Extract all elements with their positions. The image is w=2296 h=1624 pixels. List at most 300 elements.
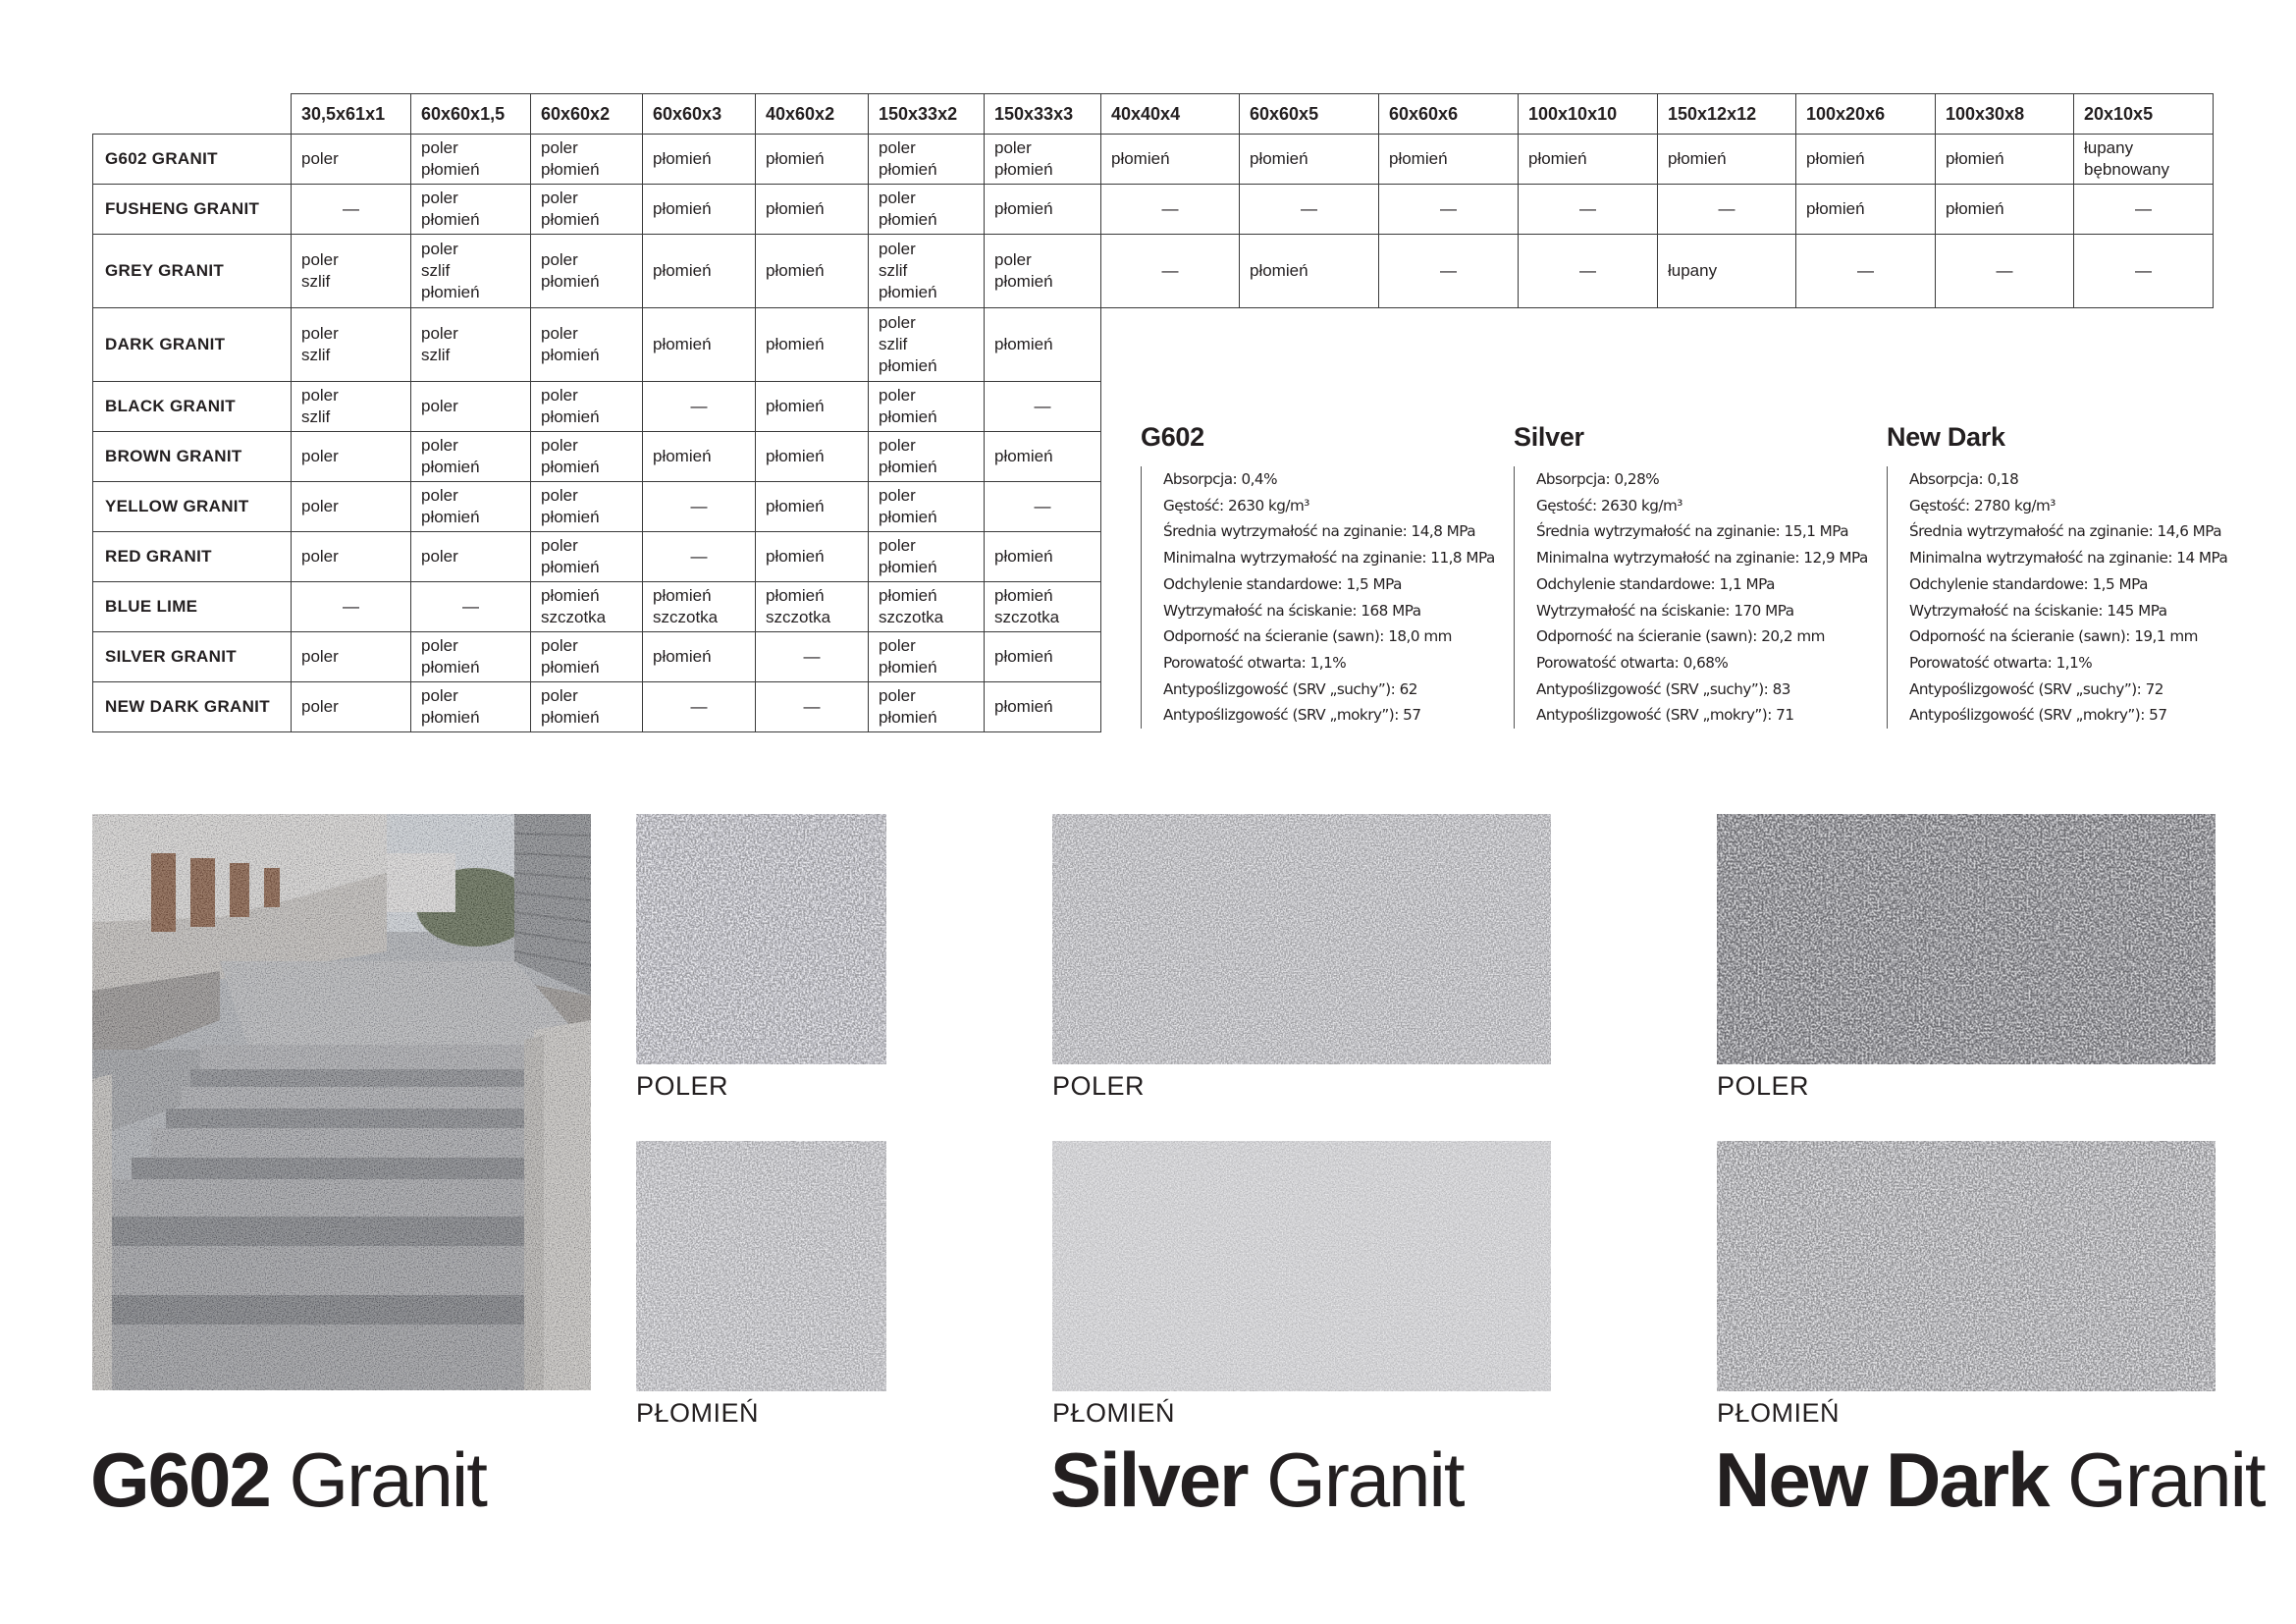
- finish-line: płomień: [879, 160, 937, 179]
- property-srv-mokry: Antypoślizgowość (SRV „mokry”): 71: [1536, 706, 1794, 725]
- property-porowatosc: Porowatość otwarta: 1,1%: [1163, 653, 1347, 672]
- finish-line: płomień: [653, 261, 712, 280]
- finish-cell: [869, 308, 985, 382]
- finish-cell: [985, 308, 1101, 382]
- finish-line: szlif: [879, 261, 908, 280]
- property-scieranie: Odporność na ścieranie (sawn): 18,0 mm: [1163, 627, 1452, 646]
- finish-cell: [531, 382, 643, 432]
- empty-cell: [1379, 308, 1519, 382]
- new-dark-plomien-swatch: [1717, 1141, 2216, 1391]
- finish-line: poler: [421, 324, 458, 343]
- property-srv-suchy: Antypoślizgowość (SRV „suchy”): 62: [1163, 679, 1417, 698]
- finish-line: płomień: [994, 586, 1053, 605]
- finish-cell: [869, 185, 985, 235]
- finish-cell: [411, 235, 531, 308]
- finish-line: płomień: [879, 407, 937, 426]
- finish-cell: —: [1519, 185, 1658, 235]
- title-bold: Silver: [1050, 1436, 1248, 1523]
- caption-poler: POLER: [1717, 1071, 1810, 1101]
- property-absorpcja: Absorpcja: 0,28%: [1536, 470, 1660, 488]
- empty-cell: [2074, 308, 2214, 382]
- property-gestosc: Gęstość: 2630 kg/m³: [1163, 496, 1309, 514]
- finish-line: płomień: [653, 149, 712, 168]
- properties-g602: [1141, 422, 1504, 729]
- finish-line: poler: [421, 240, 458, 258]
- finish-line: poler: [541, 189, 578, 207]
- finish-line: poler: [879, 189, 916, 207]
- property-minimalna-wytrzymalosc: Minimalna wytrzymałość na zginanie: 12,9 MPa: [1536, 549, 1868, 568]
- finish-cell: [531, 632, 643, 682]
- finish-line: poler: [541, 636, 578, 655]
- column-header: 100x30x8: [1936, 94, 2074, 135]
- finish-cell: [531, 682, 643, 732]
- property-srv-suchy: Antypoślizgowość (SRV „suchy”): 72: [1909, 679, 2163, 698]
- finish-cell: —: [756, 632, 869, 682]
- finish-line: płomień: [994, 160, 1053, 179]
- property-srv-mokry: Antypoślizgowość (SRV „mokry”): 57: [1909, 706, 2167, 725]
- finish-line: poler: [879, 138, 916, 157]
- properties-silver: [1514, 422, 1877, 729]
- finish-line: poler: [541, 386, 578, 405]
- finish-line: płomień: [653, 647, 712, 666]
- finish-line: płomień: [541, 508, 600, 526]
- column-header: 40x40x4: [1101, 94, 1240, 135]
- finish-line: płomień: [541, 586, 600, 605]
- property-absorpcja: Absorpcja: 0,18: [1909, 470, 2019, 488]
- finish-line: płomień: [879, 658, 937, 677]
- finish-cell: [869, 432, 985, 482]
- finish-cell: [869, 382, 985, 432]
- title-light: Granit: [2067, 1436, 2265, 1523]
- finish-cell: [411, 382, 531, 432]
- finish-cell: [411, 682, 531, 732]
- finish-line: szczotka: [879, 608, 944, 626]
- finish-cell: [643, 582, 756, 632]
- finish-cell: [756, 235, 869, 308]
- finish-line: poler: [541, 250, 578, 269]
- property-scieranie: Odporność na ścieranie (sawn): 19,1 mm: [1909, 627, 2198, 646]
- finish-line: poler: [541, 436, 578, 455]
- finish-line: płomień: [653, 586, 712, 605]
- finish-cell: [292, 382, 411, 432]
- finish-line: płomień: [766, 586, 825, 605]
- table-row: [93, 235, 2214, 308]
- finish-line: płomień: [653, 199, 712, 218]
- finish-line: poler: [301, 497, 339, 515]
- finish-line: szlif: [421, 261, 451, 280]
- finish-line: płomień: [879, 586, 937, 605]
- empty-cell: [1658, 308, 1796, 382]
- finish-cell: [292, 135, 411, 185]
- finish-line: poler: [994, 250, 1032, 269]
- finish-cell: —: [1240, 185, 1379, 235]
- title-new-dark-granit: [1715, 1435, 2265, 1525]
- finish-cell: [985, 632, 1101, 682]
- table-corner: [93, 94, 292, 135]
- finish-line: płomień: [1389, 149, 1448, 168]
- finish-cell: [531, 308, 643, 382]
- finish-line: płomień: [1946, 199, 2004, 218]
- finish-cell: [1240, 235, 1379, 308]
- finish-cell: [643, 432, 756, 482]
- finish-line: poler: [541, 324, 578, 343]
- finish-line: poler: [541, 536, 578, 555]
- properties-list: [1141, 466, 1504, 729]
- finish-cell: [985, 432, 1101, 482]
- property-srv-mokry: Antypoślizgowość (SRV „mokry”): 57: [1163, 706, 1421, 725]
- finish-line: bębnowany: [2084, 160, 2169, 179]
- finish-cell: [531, 135, 643, 185]
- property-odchylenie: Odchylenie standardowe: 1,5 MPa: [1909, 574, 2148, 593]
- finish-line: poler: [994, 138, 1032, 157]
- finish-cell: [756, 308, 869, 382]
- finish-cell: [411, 632, 531, 682]
- title-g602-granit: [90, 1435, 486, 1525]
- finish-line: płomień: [766, 199, 825, 218]
- finish-cell: [2074, 135, 2214, 185]
- finish-cell: [292, 632, 411, 682]
- finish-line: poler: [879, 436, 916, 455]
- finish-cell: [756, 185, 869, 235]
- finish-line: płomień: [879, 708, 937, 727]
- finish-line: płomień: [1528, 149, 1587, 168]
- finish-line: płomień: [541, 458, 600, 476]
- finish-cell: [869, 482, 985, 532]
- finish-line: poler: [301, 647, 339, 666]
- finish-line: płomień: [994, 647, 1053, 666]
- finish-line: płomień: [1946, 149, 2004, 168]
- g602-poler-swatch: [636, 814, 886, 1064]
- empty-cell: [1936, 308, 2074, 382]
- finish-cell: —: [985, 482, 1101, 532]
- finish-cell: [756, 482, 869, 532]
- properties-list: [1514, 466, 1877, 729]
- row-stone-name: YELLOW GRANIT: [93, 482, 292, 532]
- finish-cell: [985, 235, 1101, 308]
- finish-cell: [1796, 185, 1936, 235]
- finish-line: płomień: [1250, 149, 1308, 168]
- column-header: 150x33x2: [869, 94, 985, 135]
- finish-line: płomień: [766, 547, 825, 566]
- finish-cell: [411, 432, 531, 482]
- finish-cell: [756, 432, 869, 482]
- finish-cell: [531, 532, 643, 582]
- row-stone-name: NEW DARK GRANIT: [93, 682, 292, 732]
- caption-plomien: PŁOMIEŃ: [636, 1398, 760, 1428]
- finish-line: poler: [301, 386, 339, 405]
- finish-line: poler: [301, 149, 339, 168]
- row-stone-name: SILVER GRANIT: [93, 632, 292, 682]
- finish-line: poler: [879, 386, 916, 405]
- table-row: [93, 135, 2214, 185]
- finish-cell: [1379, 135, 1519, 185]
- finish-line: płomień: [421, 283, 480, 301]
- finish-cell: [292, 432, 411, 482]
- properties-title: G602: [1141, 422, 1204, 452]
- finish-cell: —: [985, 382, 1101, 432]
- property-sciskanie: Wytrzymałość na ściskanie: 145 MPa: [1909, 601, 2167, 620]
- finish-line: poler: [421, 547, 458, 566]
- finish-line: poler: [421, 486, 458, 505]
- property-srednia-wytrzymalosc: Średnia wytrzymałość na zginanie: 15,1 MPa: [1536, 522, 1849, 541]
- caption-plomien: PŁOMIEŃ: [1052, 1398, 1176, 1428]
- table-row: [93, 308, 2214, 382]
- column-header: 150x33x3: [985, 94, 1101, 135]
- finish-line: poler: [301, 447, 339, 465]
- property-scieranie: Odporność na ścieranie (sawn): 20,2 mm: [1536, 627, 1825, 646]
- finish-cell: [292, 482, 411, 532]
- finish-line: płomień: [1668, 149, 1727, 168]
- column-header: 60x60x3: [643, 94, 756, 135]
- property-absorpcja: Absorpcja: 0,4%: [1163, 470, 1278, 488]
- finish-line: płomień: [653, 335, 712, 353]
- finish-cell: [643, 185, 756, 235]
- finish-line: poler: [421, 138, 458, 157]
- finish-line: płomień: [541, 708, 600, 727]
- finish-line: płomień: [879, 558, 937, 576]
- finish-cell: —: [1658, 185, 1796, 235]
- finish-cell: —: [643, 532, 756, 582]
- finish-line: poler: [301, 697, 339, 716]
- finish-line: poler: [421, 397, 458, 415]
- finish-cell: [1101, 135, 1240, 185]
- finish-line: płomień: [541, 272, 600, 291]
- empty-cell: [1240, 308, 1379, 382]
- finish-line: poler: [879, 240, 916, 258]
- finish-cell: —: [292, 582, 411, 632]
- row-stone-name: BLUE LIME: [93, 582, 292, 632]
- finish-line: poler: [879, 313, 916, 332]
- finish-line: poler: [421, 686, 458, 705]
- finish-line: płomień: [994, 697, 1053, 716]
- property-sciskanie: Wytrzymałość na ściskanie: 168 MPa: [1163, 601, 1421, 620]
- property-sciskanie: Wytrzymałość na ściskanie: 170 MPa: [1536, 601, 1794, 620]
- finish-line: łupany: [2084, 138, 2134, 157]
- properties-title: Silver: [1514, 422, 1584, 452]
- finish-line: płomień: [994, 272, 1053, 291]
- finish-cell: [1519, 135, 1658, 185]
- row-stone-name: BROWN GRANIT: [93, 432, 292, 482]
- finish-line: poler: [301, 547, 339, 566]
- finish-line: płomień: [541, 407, 600, 426]
- finish-cell: [411, 135, 531, 185]
- finish-cell: [292, 682, 411, 732]
- finish-cell: —: [756, 682, 869, 732]
- finish-line: poler: [301, 250, 339, 269]
- finish-line: szlif: [301, 346, 331, 364]
- column-header: 20x10x5: [2074, 94, 2214, 135]
- title-bold: G602: [90, 1436, 270, 1523]
- row-stone-name: GREY GRANIT: [93, 235, 292, 308]
- property-srednia-wytrzymalosc: Średnia wytrzymałość na zginanie: 14,6 MPa: [1909, 522, 2222, 541]
- finish-cell: [869, 135, 985, 185]
- finish-cell: [1240, 135, 1379, 185]
- finish-line: poler: [541, 138, 578, 157]
- finish-line: płomień: [421, 160, 480, 179]
- finish-line: poler: [541, 486, 578, 505]
- title-light: Granit: [1266, 1436, 1464, 1523]
- finish-line: szczotka: [766, 608, 831, 626]
- finish-line: płomień: [766, 335, 825, 353]
- table-header-row: [93, 94, 2214, 135]
- table-row: [93, 185, 2214, 235]
- finish-cell: [292, 235, 411, 308]
- finish-cell: [869, 235, 985, 308]
- finish-line: płomień: [421, 508, 480, 526]
- row-stone-name: RED GRANIT: [93, 532, 292, 582]
- column-header: 100x10x10: [1519, 94, 1658, 135]
- finish-cell: —: [1379, 235, 1519, 308]
- finish-line: płomień: [879, 356, 937, 375]
- properties-title: New Dark: [1887, 422, 2005, 452]
- finish-line: płomień: [879, 508, 937, 526]
- column-header: 60x60x2: [531, 94, 643, 135]
- finish-line: płomień: [421, 658, 480, 677]
- finish-cell: [756, 582, 869, 632]
- empty-cell: [1101, 308, 1240, 382]
- g602-plomien-swatch: [636, 1141, 886, 1391]
- column-header: 60x60x6: [1379, 94, 1519, 135]
- finish-line: płomień: [1111, 149, 1170, 168]
- row-stone-name: G602 GRANIT: [93, 135, 292, 185]
- finish-cell: —: [1796, 235, 1936, 308]
- row-stone-name: BLACK GRANIT: [93, 382, 292, 432]
- finish-line: płomień: [421, 708, 480, 727]
- finish-cell: —: [411, 582, 531, 632]
- finish-line: poler: [879, 486, 916, 505]
- finish-line: płomień: [994, 199, 1053, 218]
- finish-cell: —: [643, 682, 756, 732]
- silver-poler-swatch: [1052, 814, 1551, 1064]
- finish-cell: [531, 432, 643, 482]
- finish-cell: [531, 235, 643, 308]
- finish-cell: [643, 235, 756, 308]
- property-minimalna-wytrzymalosc: Minimalna wytrzymałość na zginanie: 11,8 MPa: [1163, 549, 1495, 568]
- finish-line: płomień: [879, 283, 937, 301]
- finish-cell: [1658, 235, 1796, 308]
- finish-cell: [292, 532, 411, 582]
- column-header: 30,5x61x1: [292, 94, 411, 135]
- finish-cell: —: [1101, 185, 1240, 235]
- finish-cell: [1658, 135, 1796, 185]
- caption-poler: POLER: [1052, 1071, 1146, 1101]
- finish-cell: [985, 582, 1101, 632]
- finish-cell: —: [2074, 235, 2214, 308]
- finish-cell: [643, 308, 756, 382]
- finish-cell: —: [1936, 235, 2074, 308]
- property-gestosc: Gęstość: 2630 kg/m³: [1536, 496, 1682, 514]
- caption-plomien: PŁOMIEŃ: [1717, 1398, 1841, 1428]
- finish-cell: [985, 135, 1101, 185]
- column-header: 100x20x6: [1796, 94, 1936, 135]
- finish-line: poler: [879, 636, 916, 655]
- column-header: 60x60x1,5: [411, 94, 531, 135]
- finish-cell: [869, 682, 985, 732]
- finish-cell: [1936, 135, 2074, 185]
- finish-cell: —: [643, 482, 756, 532]
- finish-cell: [643, 632, 756, 682]
- finish-cell: [985, 185, 1101, 235]
- finish-cell: —: [1519, 235, 1658, 308]
- finish-cell: [411, 482, 531, 532]
- finish-cell: [292, 308, 411, 382]
- finish-cell: —: [1379, 185, 1519, 235]
- finish-line: płomień: [879, 210, 937, 229]
- finish-line: płomień: [541, 658, 600, 677]
- finish-line: płomień: [766, 497, 825, 515]
- finish-cell: —: [292, 185, 411, 235]
- finish-line: płomień: [879, 458, 937, 476]
- finish-cell: [756, 135, 869, 185]
- finish-line: szlif: [879, 335, 908, 353]
- finish-line: płomień: [994, 547, 1053, 566]
- finish-cell: [643, 135, 756, 185]
- empty-cell: [1796, 308, 1936, 382]
- finish-cell: [756, 532, 869, 582]
- finish-line: płomień: [541, 558, 600, 576]
- property-odchylenie: Odchylenie standardowe: 1,5 MPa: [1163, 574, 1402, 593]
- column-header: 40x60x2: [756, 94, 869, 135]
- properties-new-dark: [1887, 422, 2250, 729]
- finish-line: płomień: [541, 210, 600, 229]
- finish-line: płomień: [541, 346, 600, 364]
- property-porowatosc: Porowatość otwarta: 0,68%: [1536, 653, 1729, 672]
- finish-line: płomień: [1250, 261, 1308, 280]
- finish-line: poler: [421, 436, 458, 455]
- finish-line: poler: [541, 686, 578, 705]
- finish-cell: —: [2074, 185, 2214, 235]
- finish-cell: [756, 382, 869, 432]
- finish-line: płomień: [994, 335, 1053, 353]
- finish-line: łupany: [1668, 261, 1718, 280]
- finish-cell: [411, 308, 531, 382]
- finish-cell: [985, 532, 1101, 582]
- finish-line: płomień: [1806, 199, 1865, 218]
- title-silver-granit: [1050, 1435, 1464, 1525]
- finish-line: płomień: [541, 160, 600, 179]
- new-dark-poler-swatch: [1717, 814, 2216, 1064]
- finish-line: szczotka: [541, 608, 607, 626]
- property-odchylenie: Odchylenie standardowe: 1,1 MPa: [1536, 574, 1775, 593]
- finish-line: płomień: [766, 149, 825, 168]
- properties-list: [1887, 466, 2250, 729]
- finish-cell: [531, 185, 643, 235]
- property-srednia-wytrzymalosc: Średnia wytrzymałość na zginanie: 14,8 MPa: [1163, 522, 1476, 541]
- finish-cell: —: [643, 382, 756, 432]
- finish-line: poler: [301, 324, 339, 343]
- finish-cell: [869, 582, 985, 632]
- finish-cell: [869, 632, 985, 682]
- finish-line: płomień: [766, 397, 825, 415]
- finish-cell: —: [1101, 235, 1240, 308]
- finish-line: płomień: [766, 261, 825, 280]
- caption-poler: POLER: [636, 1071, 729, 1101]
- finish-cell: [985, 682, 1101, 732]
- finish-cell: [411, 185, 531, 235]
- stairs-photo: [92, 814, 591, 1390]
- column-header: 150x12x12: [1658, 94, 1796, 135]
- empty-cell: [1519, 308, 1658, 382]
- title-light: Granit: [289, 1436, 486, 1523]
- property-gestosc: Gęstość: 2780 kg/m³: [1909, 496, 2056, 514]
- finish-cell: [1936, 185, 2074, 235]
- finish-line: poler: [879, 536, 916, 555]
- finish-line: szczotka: [653, 608, 719, 626]
- property-minimalna-wytrzymalosc: Minimalna wytrzymałość na zginanie: 14 MPa: [1909, 549, 2228, 568]
- row-stone-name: FUSHENG GRANIT: [93, 185, 292, 235]
- finish-line: poler: [879, 686, 916, 705]
- property-porowatosc: Porowatość otwarta: 1,1%: [1909, 653, 2093, 672]
